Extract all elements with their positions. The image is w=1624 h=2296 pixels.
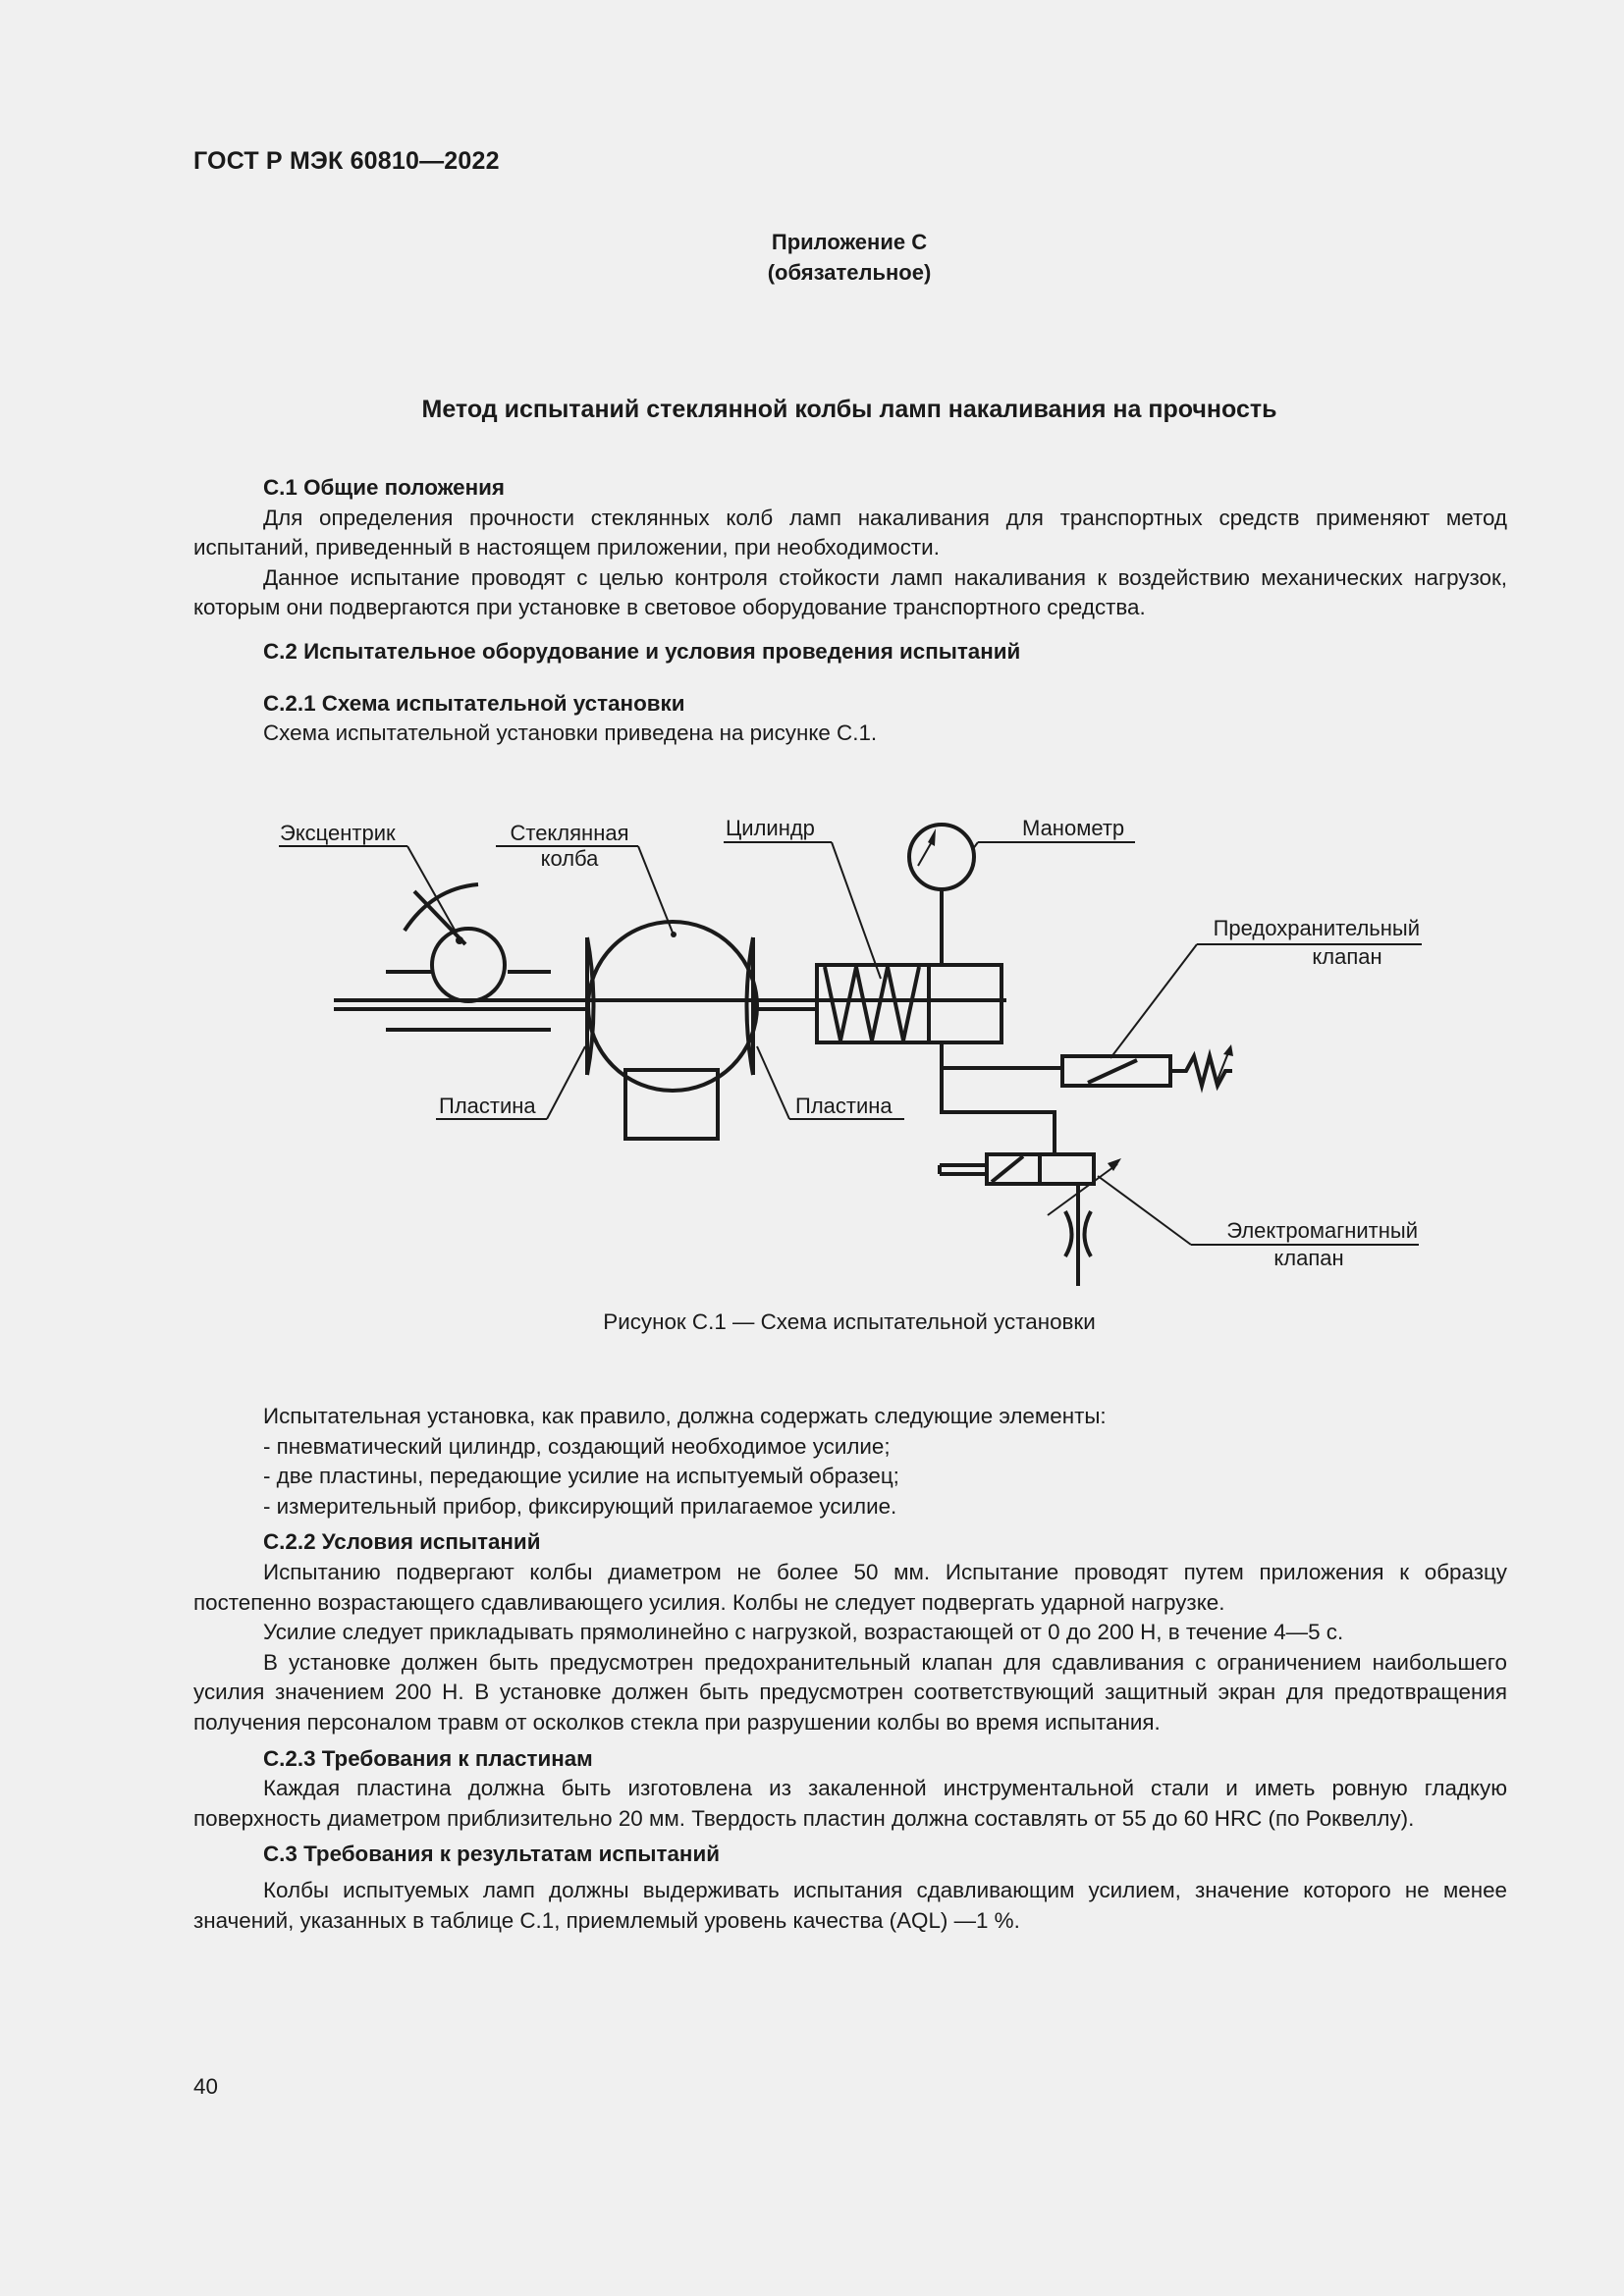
- test-setup-diagram: [0, 785, 1624, 1296]
- annex-number: Приложение С: [771, 230, 928, 254]
- paragraph: Каждая пластина должна быть изготовлена из закаленной инструментальной стали и иметь ровную гладкую поверхность диаметром приблизительно 20 мм. Твердость пластин должна составлять от 55 до 60 HRC (по Роквеллу).: [193, 1776, 1507, 1831]
- paragraph: Испытанию подвергают колбы диаметром не более 50 мм. Испытание проводят путем приложения к образцу постепенно возрастающего сдавливающего усилия. Колбы не следует подвергать ударной нагрузке.: [193, 1559, 1507, 1615]
- paragraph: Схема испытательной установки приведена на рисунке С.1.: [263, 721, 878, 746]
- section-heading-c22: С.2.2 Условия испытаний: [263, 1529, 541, 1555]
- section-heading-c1: С.1 Общие положения: [263, 475, 505, 500]
- label-glass-bulb-2: колба: [540, 846, 599, 871]
- paragraph: Для определения прочности стеклянных колб ламп накаливания для транспортных средств применяют метод испытаний, приведенный в настоящем приложении, при необходимости.: [193, 505, 1507, 561]
- section-heading-c2: С.2 Испытательное оборудование и условия проведения испытаний: [263, 638, 1021, 664]
- page-number: 40: [193, 2074, 218, 2099]
- list-item: - пневматический цилиндр, создающий необходимое усилие;: [263, 1433, 891, 1459]
- section-heading-c3: С.3 Требования к результатам испытаний: [263, 1842, 720, 1867]
- label-plate-left: Пластина: [439, 1094, 536, 1118]
- figure-caption: Рисунок С.1 — Схема испытательной установки: [603, 1309, 1096, 1334]
- label-cylinder: Цилиндр: [726, 816, 815, 840]
- annex-status: (обязательное): [767, 260, 932, 285]
- label-eccentric: Эксцентрик: [280, 821, 396, 845]
- paragraph: Усилие следует прикладывать прямолинейно с нагрузкой, возрастающей от 0 до 200 Н, в течение 4—5 с.: [263, 1620, 1344, 1645]
- list-intro: Испытательная установка, как правило, должна содержать следующие элементы:: [263, 1404, 1107, 1428]
- document-header: ГОСТ Р МЭК 60810—2022: [193, 147, 500, 175]
- paragraph: В установке должен быть предусмотрен предохранительный клапан для сдавливания с ограничением наибольшего усилия значением 200 Н. В установке должен быть предусмотрен соответствующий защитный экран для предотвращения получения персоналом травм от осколков стекла при разрушении колбы во время испытания.: [193, 1649, 1507, 1735]
- list-item: - две пластины, передающие усилие на испытуемый образец;: [263, 1464, 899, 1489]
- section-heading-c21: С.2.1 Схема испытательной установки: [263, 690, 685, 716]
- section-c1-c21: [193, 473, 1507, 749]
- list-item: - измерительный прибор, фиксирующий прилагаемое усилие.: [263, 1493, 897, 1519]
- annex-title: [193, 227, 1505, 288]
- label-manometer: Манометр: [1022, 816, 1125, 840]
- label-solenoid-valve-2: клапан: [1273, 1246, 1344, 1270]
- page-title: Метод испытаний стеклянной колбы ламп накаливания на прочность: [421, 396, 1277, 423]
- label-glass-bulb: Стеклянная: [510, 821, 629, 845]
- label-safety-valve-2: клапан: [1312, 944, 1382, 969]
- label-solenoid-valve: Электромагнитный: [1226, 1218, 1418, 1243]
- paragraph: Колбы испытуемых ламп должны выдерживать испытания сдавливающим усилием, значение которого не менее значений, указанных в таблице С.1, приемлемый уровень качества (AQL) —1 %.: [193, 1877, 1507, 1933]
- label-safety-valve: Предохранительный: [1213, 916, 1420, 940]
- section-body: [193, 1402, 1507, 1936]
- section-heading-c23: С.2.3 Требования к пластинам: [263, 1745, 593, 1771]
- label-plate-right: Пластина: [795, 1094, 893, 1118]
- paragraph: Данное испытание проводят с целью контроля стойкости ламп накаливания к воздействию механических нагрузок, которым они подвергаются при установке в световое оборудование транспортного средства.: [193, 564, 1507, 620]
- element-list: [193, 1432, 1507, 1522]
